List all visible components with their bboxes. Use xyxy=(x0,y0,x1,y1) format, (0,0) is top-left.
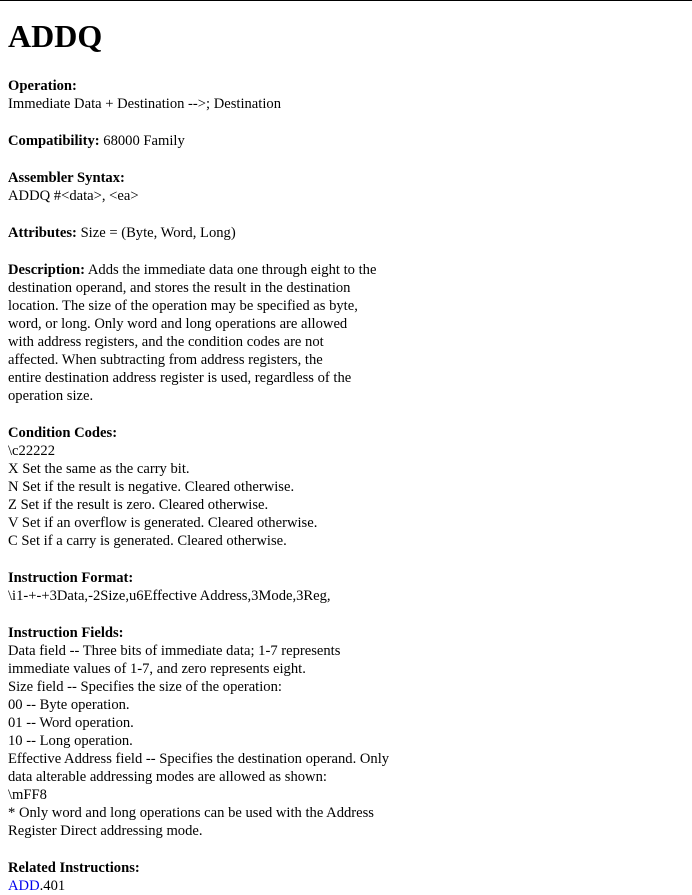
instruction-field-line: \mFF8 xyxy=(8,787,47,803)
description-line: entire destination address register is used, regardless of the xyxy=(8,370,352,386)
condition-codes-label: Condition Codes: xyxy=(8,425,118,441)
condition-code-line: Z Set if the result is zero. Cleared otherwise. xyxy=(8,497,269,513)
operation-label: Operation: xyxy=(8,78,77,94)
assembler-syntax-text: ADDQ #<data>, <ea> xyxy=(8,188,139,204)
condition-code-line: \c22222 xyxy=(8,443,56,459)
add-instruction-link[interactable]: ADD xyxy=(8,878,40,894)
instruction-field-line: * Only word and long operations can be used with the Address xyxy=(8,805,374,821)
compatibility-section xyxy=(8,132,684,150)
description-line: affected. When subtracting from address registers, the xyxy=(8,352,323,368)
condition-code-line: X Set the same as the carry bit. xyxy=(8,461,190,477)
description-line: operation size. xyxy=(8,388,94,404)
assembler-syntax-label: Assembler Syntax: xyxy=(8,170,125,186)
attributes-section xyxy=(8,224,684,242)
operation-text: Immediate Data + Destination -->; Destination xyxy=(8,96,281,112)
related-instruction-suffix: .401 xyxy=(39,878,66,894)
description-line: Adds the immediate data one through eight to the xyxy=(87,262,377,278)
related-instructions-section xyxy=(8,859,684,895)
attributes-label: Attributes: xyxy=(8,225,77,241)
instruction-field-line: Effective Address field -- Specifies the destination operand. Only xyxy=(8,751,390,767)
description-label: Description: xyxy=(8,262,86,278)
condition-code-line: V Set if an overflow is generated. Cleared otherwise. xyxy=(8,515,318,531)
condition-code-line: N Set if the result is negative. Cleared otherwise. xyxy=(8,479,295,495)
instruction-field-line: Data field -- Three bits of immediate data; 1-7 represents xyxy=(8,643,341,659)
description-line: with address registers, and the condition codes are not xyxy=(8,334,324,350)
attributes-text: Size = (Byte, Word, Long) xyxy=(80,225,236,241)
instruction-format-label: Instruction Format: xyxy=(8,570,134,586)
instruction-format-section xyxy=(8,569,684,605)
instruction-field-line: 10 -- Long operation. xyxy=(8,733,133,749)
instruction-field-line: Size field -- Specifies the size of the operation: xyxy=(8,679,282,695)
description-line: location. The size of the operation may be specified as byte, xyxy=(8,298,358,314)
instruction-format-text: \i1-+-+3Data,-2Size,u6Effective Address,3Mode,3Reg, xyxy=(8,588,331,604)
instruction-field-line: data alterable addressing modes are allowed as shown: xyxy=(8,769,327,785)
instruction-field-line: immediate values of 1-7, and zero represents eight. xyxy=(8,661,306,677)
compatibility-label: Compatibility: xyxy=(8,133,100,149)
condition-code-line: C Set if a carry is generated. Cleared otherwise. xyxy=(8,533,287,549)
document-page xyxy=(0,1,692,895)
related-instructions-label: Related Instructions: xyxy=(8,860,140,876)
assembler-syntax-section xyxy=(8,169,684,205)
compatibility-text: 68000 Family xyxy=(103,133,185,149)
description-section xyxy=(8,261,684,405)
operation-section xyxy=(8,77,684,113)
page-title: ADDQ xyxy=(8,18,103,54)
instruction-field-line: Register Direct addressing mode. xyxy=(8,823,203,839)
instruction-field-line: 00 -- Byte operation. xyxy=(8,697,130,713)
description-line: word, or long. Only word and long operations are allowed xyxy=(8,316,348,332)
condition-codes-section xyxy=(8,424,684,550)
instruction-fields-section xyxy=(8,624,684,840)
description-line: destination operand, and stores the result in the destination xyxy=(8,280,351,296)
instruction-field-line: 01 -- Word operation. xyxy=(8,715,134,731)
instruction-fields-label: Instruction Fields: xyxy=(8,625,124,641)
